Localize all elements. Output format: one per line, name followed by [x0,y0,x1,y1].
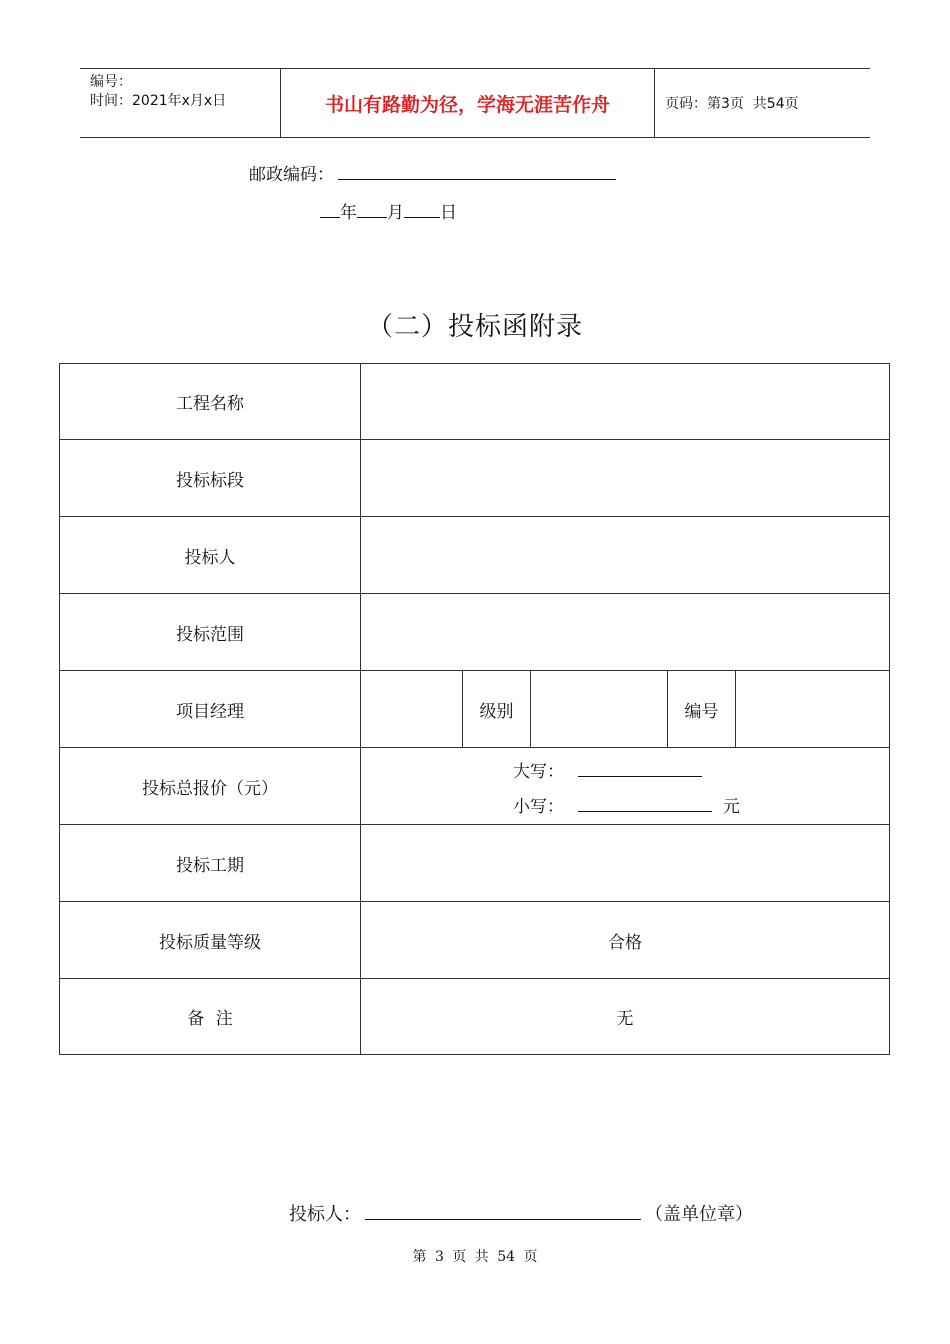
table-row-scope [60,594,889,671]
table-row-manager [60,671,889,748]
manager-value[interactable] [361,671,463,747]
period-value[interactable] [361,825,889,901]
year-blank[interactable] [320,202,340,218]
project-name-label: 工程名称 [60,364,361,439]
table-row-bidder [60,517,889,594]
header-page [665,69,799,137]
table-row-price [60,748,889,825]
header-meta [80,69,281,137]
price-lower [513,792,740,817]
day-label: 日 [440,203,457,223]
month-label: 月 [387,203,404,223]
month-blank[interactable] [357,202,387,218]
header-page-label: 页码：第3页 共54页 [665,96,799,112]
table-row-project-name [60,364,889,440]
price-upper [513,757,702,782]
table-row-remark [60,979,889,1054]
bidder-value[interactable] [361,517,889,593]
number-value[interactable] [736,671,889,747]
price-upper-label: 大写： [513,762,564,782]
bidder-label: 投标人 [60,517,361,593]
remark-label: 备 注 [60,979,361,1054]
period-label: 投标工期 [60,825,361,901]
signature-blank[interactable] [365,1202,641,1220]
signature-label: 投标人： [289,1204,361,1225]
quality-value: 合格 [608,932,642,953]
year-label: 年 [340,203,357,223]
table-row-period [60,825,889,902]
section-value[interactable] [361,440,889,516]
quality-label: 投标质量等级 [60,902,361,978]
date-line [320,198,457,223]
header-number: 编号： [90,74,132,90]
scope-label: 投标范围 [60,594,361,670]
header-motto: 书山有路勤为径，学海无涯苦作舟 [281,69,655,137]
signature-line [289,1200,753,1226]
postal-code-label: 邮政编码： [249,165,334,185]
seal-label: （盖单位章） [645,1204,753,1225]
header-time: 时间：2021年x月x日 [90,93,227,109]
number-label: 编号 [668,671,736,747]
table-row-quality [60,902,889,979]
section-title: （二）投标函附录 [366,312,583,342]
section-label: 投标标段 [60,440,361,516]
day-blank[interactable] [404,202,440,218]
price-upper-blank[interactable] [578,761,702,777]
scope-value[interactable] [361,594,889,670]
price-label: 投标总报价（元） [60,748,361,824]
project-name-value[interactable] [361,364,889,439]
price-lower-blank[interactable] [578,796,712,812]
postal-code-blank[interactable] [338,163,616,180]
grade-label: 级别 [463,671,531,747]
table-row-section [60,440,889,517]
price-unit: 元 [722,797,740,817]
page-header [80,68,870,138]
price-lower-label: 小写： [513,797,564,817]
bid-appendix-table [59,363,890,1055]
grade-value[interactable] [531,671,668,747]
postal-code-field [249,160,616,185]
page-footer: 第 3 页 共 54 页 [412,1249,538,1265]
remark-value: 无 [616,1009,634,1029]
manager-label: 项目经理 [60,671,361,747]
